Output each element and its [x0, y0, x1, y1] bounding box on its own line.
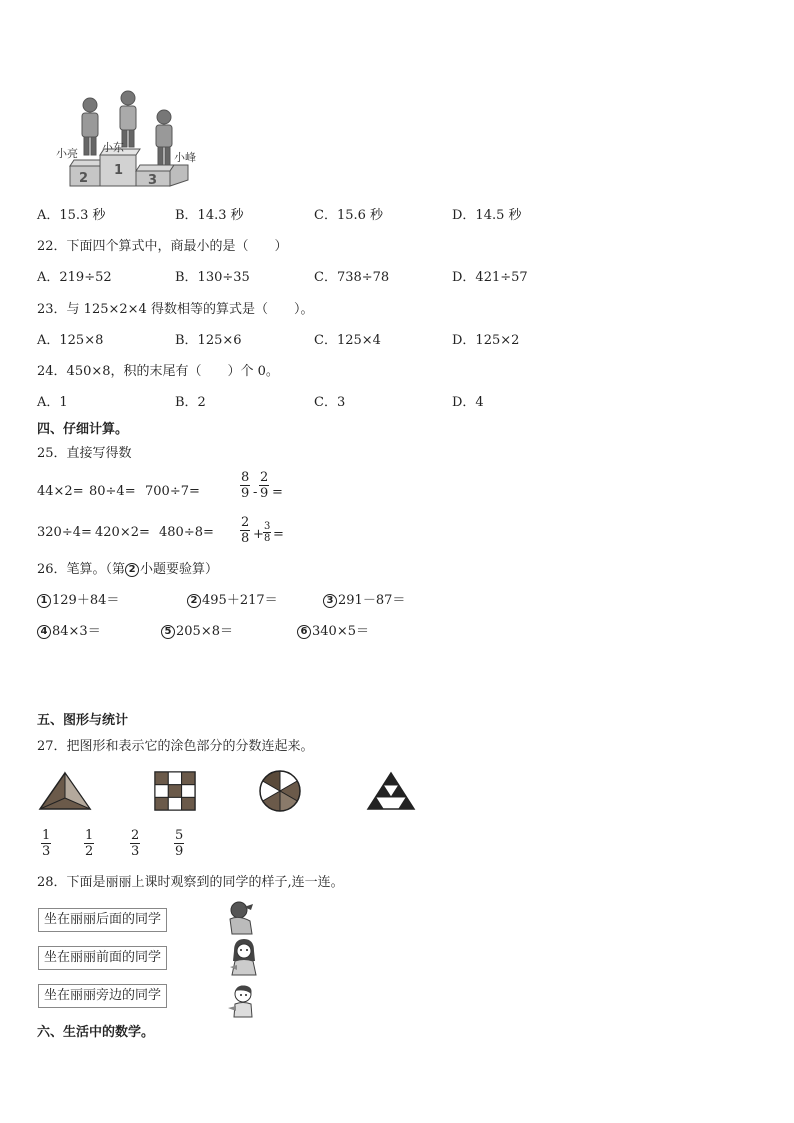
q27-fraction-1-num: 1 [42, 828, 51, 843]
q21-option-d[interactable]: D．14.5 秒 [452, 208, 522, 223]
q25-expr-2: 80÷4= [89, 484, 136, 499]
q27-shape-grid-ninths[interactable] [154, 771, 196, 811]
q26-item-5-expr: 205×8＝ [176, 624, 233, 639]
q24-question: 24．450×8，积的末尾有（ ）个 0。 [37, 364, 279, 379]
q26-item-4-number: 4 [37, 625, 51, 639]
q26-item-1-expr: 129＋84＝ [52, 593, 120, 608]
q25-frac2-b [263, 521, 271, 544]
q26-question [37, 562, 218, 578]
q27-fraction-1-den: 3 [42, 844, 51, 859]
q27-fraction-2-num: 1 [85, 828, 94, 843]
q25-expr-4: 320÷4= [37, 525, 92, 540]
q23-option-d[interactable]: D．125×2 [452, 333, 520, 348]
q25-frac2-a-den: 8 [241, 531, 250, 546]
q22-option-b[interactable]: B．130÷35 [175, 270, 250, 285]
podium-rank-3: 3 [148, 173, 158, 188]
q26-item-1-number: 1 [37, 594, 51, 608]
q23-option-c[interactable]: C．125×4 [314, 333, 381, 348]
child-side-view-icon[interactable] [226, 982, 258, 1020]
q25-frac1-op: - [253, 485, 258, 500]
q26-item-5 [161, 624, 233, 640]
q26-item-2-number: 2 [187, 594, 201, 608]
q21-option-b[interactable]: B．14.3 秒 [175, 208, 244, 223]
child-back-view-icon[interactable] [224, 899, 258, 937]
q25-frac2-b-num: 3 [264, 521, 271, 532]
q26-circled-number: 2 [125, 563, 139, 577]
q24-option-c[interactable]: C．3 [314, 395, 346, 410]
q25-frac1-a [240, 470, 250, 501]
q25-expr-3: 700÷7= [145, 484, 200, 499]
q26-item-5-number: 5 [161, 625, 175, 639]
q27-fraction-3-num: 2 [131, 828, 140, 843]
q22-question: 22．下面四个算式中，商最小的是（ ） [37, 239, 288, 254]
q26-question-before: 26．笔算。（第 [37, 562, 126, 577]
q27-shape-triangle-ninths[interactable] [366, 771, 416, 811]
q28-box-front[interactable]: 坐在丽丽前面的同学 [38, 946, 167, 970]
podium-label-xiaodong: 小东 [102, 141, 124, 154]
q26-item-6-expr: 340×5＝ [312, 624, 369, 639]
q25-frac1-b-den: 9 [260, 486, 269, 501]
child-front-view-icon[interactable] [228, 937, 260, 979]
q27-shape-triangle-thirds[interactable] [38, 771, 92, 811]
q28-box-side[interactable]: 坐在丽丽旁边的同学 [38, 984, 167, 1008]
q24-option-a[interactable]: A．1 [37, 395, 68, 410]
q28-box-behind[interactable]: 坐在丽丽后面的同学 [38, 908, 167, 932]
q25-frac1-a-den: 9 [241, 486, 250, 501]
q28-question: 28．下面是丽丽上课时观察到的同学的样子,连一连。 [37, 875, 344, 890]
q25-frac2-a [240, 515, 250, 546]
q27-fraction-3[interactable] [130, 828, 140, 859]
q27-fraction-3-den: 3 [131, 844, 140, 859]
q27-shape-circle-sixths[interactable] [257, 769, 303, 813]
section-4-title: 四、仔细计算。 [37, 422, 129, 437]
q25-frac2-op: + [253, 527, 264, 542]
q23-option-a[interactable]: A．125×8 [37, 333, 104, 348]
q27-fraction-4[interactable] [174, 828, 184, 859]
q22-option-d[interactable]: D．421÷57 [452, 270, 528, 285]
q27-fraction-4-den: 9 [175, 844, 184, 859]
q25-frac1-b [259, 470, 269, 501]
q27-fraction-4-num: 5 [175, 828, 184, 843]
q23-question: 23．与 125×2×4 得数相等的算式是（ ）。 [37, 302, 314, 317]
podium-label-xiaofeng: 小峰 [174, 151, 196, 164]
q26-item-3-expr: 291－87＝ [338, 593, 406, 608]
q27-question: 27．把图形和表示它的涂色部分的分数连起来。 [37, 739, 314, 754]
q21-option-c[interactable]: C．15.6 秒 [314, 208, 384, 223]
q26-item-4-expr: 84×3＝ [52, 624, 101, 639]
q25-frac2-b-den: 8 [264, 533, 271, 544]
podium-rank-1: 1 [114, 163, 124, 178]
q26-item-4 [37, 624, 101, 640]
q24-option-d[interactable]: D．4 [452, 395, 484, 410]
q26-item-2-expr: 495＋217＝ [202, 593, 278, 608]
q25-frac1-a-num: 8 [241, 470, 250, 485]
q26-item-6-number: 6 [297, 625, 311, 639]
q24-option-b[interactable]: B．2 [175, 395, 206, 410]
section-5-title: 五、图形与统计 [37, 713, 129, 728]
q25-frac1-eq: = [272, 485, 283, 500]
section-6-title: 六、生活中的数学。 [37, 1025, 155, 1040]
q27-fraction-2[interactable] [84, 828, 94, 859]
q25-frac2-a-num: 2 [241, 515, 250, 530]
q22-option-c[interactable]: C．738÷78 [314, 270, 390, 285]
q26-item-6 [297, 624, 369, 640]
podium-illustration [52, 88, 222, 190]
podium-label-xiaoliang: 小亮 [56, 147, 78, 160]
podium-rank-2: 2 [79, 171, 89, 186]
q22-option-a[interactable]: A．219÷52 [37, 270, 112, 285]
q25-frac2-eq: = [273, 527, 284, 542]
q27-fraction-2-den: 2 [85, 844, 94, 859]
q21-option-a[interactable]: A．15.3 秒 [37, 208, 106, 223]
q26-item-3 [323, 593, 405, 609]
q23-option-b[interactable]: B．125×6 [175, 333, 242, 348]
q26-question-after: 小题要验算） [140, 562, 219, 577]
q26-item-3-number: 3 [323, 594, 337, 608]
q25-question: 25．直接写得数 [37, 446, 132, 461]
q25-expr-6: 480÷8= [159, 525, 214, 540]
q26-item-1 [37, 593, 119, 609]
q27-fraction-1[interactable] [41, 828, 51, 859]
q25-frac1-b-num: 2 [260, 470, 269, 485]
q25-expr-5: 420×2= [95, 525, 150, 540]
q25-expr-1: 44×2= [37, 484, 84, 499]
q26-item-2 [187, 593, 278, 609]
